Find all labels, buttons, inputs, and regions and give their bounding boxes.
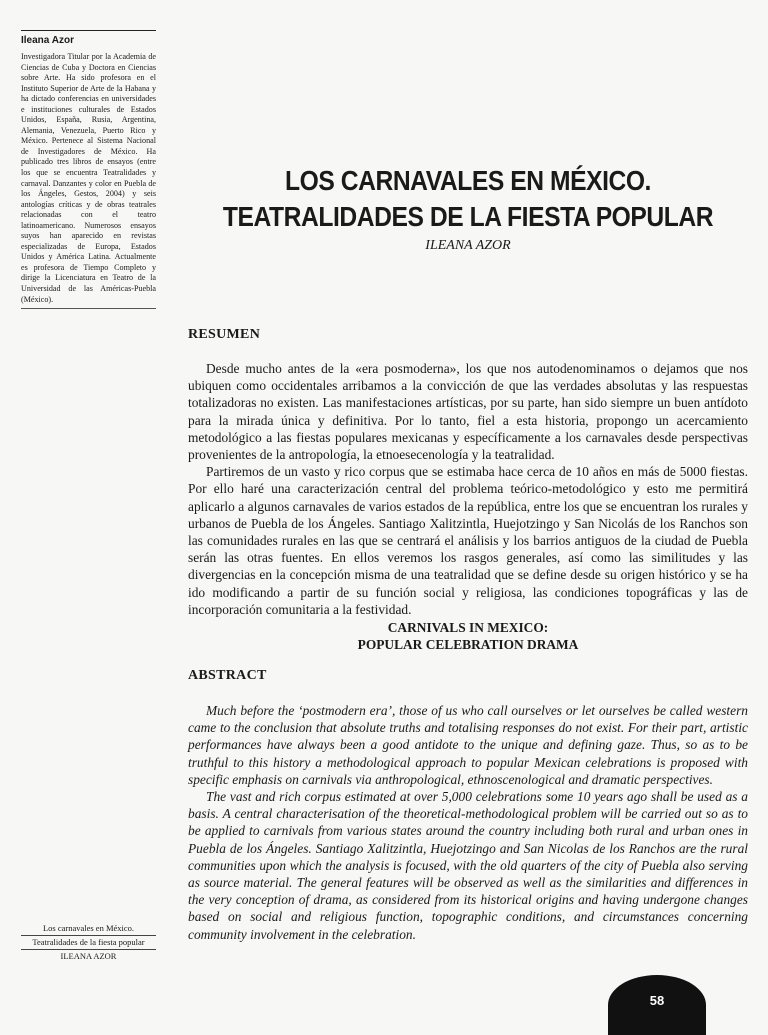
sidebar-author-name: Ileana Azor bbox=[21, 35, 74, 46]
resumen-body bbox=[188, 360, 748, 618]
resumen-paragraph-2: Partiremos de un vasto y rico corpus que se estimaba hace cerca de 10 años en más de 5000 fiestas. Por ello haré una caracterización central del problema teórico-metodológico y esto me permitirá aplicarlo a algunos carnavales de varios estados de la república, entre los que se encuentran los rurales y urbanos de Puebla de los Ángeles. Santiago Xalitzintla, Huejotzingo y San Nicolás de los Ranchos son las comunidades rurales en las que se centrará el análisis y los barrios antiguos de la ciudad de Puebla serán las otras fuentes. En ellos veremos los rasgos generales, así como las similitudes y las divergencias en la concepción misma de una teatralidad que se define desde su origen histórico y se ha ido modificando a partir de su función social y religiosa, las condiciones topográficas y las de incorporación comunitaria a la festividad. bbox=[188, 464, 748, 617]
english-title-line-2: POPULAR CELEBRATION DRAMA bbox=[357, 637, 579, 652]
author-bio: Investigadora Titular por la Academia de Ciencias de Cuba y Doctora en Ciencias sobre Arte. Ha sido profesora en el Instituto Superior de Arte de la Habana y ha dictado conferencias en universidades e instituciones culturales de Estados Unidos, España, Rusia, Argentina, Alemania, Venezuela, Puerto Rico y México. Pertenece al Sistema Nacional de Investigadores de México. Ha publicado tres libros de ensayos (entre los que se encuentra Teatralidades y carnaval. Danzantes y color en Puebla de los Ángeles, Gestos, 2004) y seis antologías críticas y de obras teatrales relacionadas con el teatro latinoamericano. Numerosos ensayos suyos han aparecido en revistas especializadas de Europa, Estados Unidos y América Latina. Actualmente es profesora de Tiempo Completo y dirige la Licenciatura en Teatro de la Universidad de las Américas-Puebla (México). bbox=[21, 52, 156, 304]
sidebar-bottom-rule bbox=[21, 308, 156, 309]
english-title-line-1: CARNIVALS IN MEXICO: bbox=[387, 620, 549, 635]
abstract-body bbox=[188, 702, 748, 943]
page-number: 58 bbox=[649, 993, 665, 1008]
article-title bbox=[222, 163, 715, 235]
resumen-heading: RESUMEN bbox=[188, 327, 261, 342]
abstract-paragraph-1: Much before the ‘postmodern era’, those of us who call ourselves or let ourselves be called western came to the conclusion that absolute truths and totalising responses do not exist. For their part, artistic performances have always been a good antidote to the unique and defining gaze. Thus, so as to be truthful to this history a methodological approach to popular Mexican celebrations is proposed with specific emphasis on carnivals via anthropological, ethnoscenological and dramatic perspectives. bbox=[188, 703, 748, 787]
footer-rule bbox=[21, 935, 156, 936]
author-sidebar bbox=[21, 30, 156, 309]
footer-article-title-line1: Los carnavales en México. bbox=[42, 923, 135, 933]
title-line-1: LOS CARNAVALES EN MÉXICO. bbox=[285, 165, 651, 196]
page-number-tab bbox=[608, 975, 706, 1035]
sidebar-top-rule bbox=[21, 30, 156, 31]
abstract-heading: ABSTRACT bbox=[188, 668, 267, 683]
footer-rule bbox=[21, 949, 156, 950]
title-line-2: TEATRALIDADES DE LA FIESTA POPULAR bbox=[222, 201, 714, 232]
abstract-paragraph-2: The vast and rich corpus estimated at over 5,000 celebrations some 10 years ago shall be used as a basis. A central characterisation of the theoretical-methodological problem will be carried out so as to be applied to carnivals from various states around the country including both rural and urban ones in Puebla de los Ángeles. Santiago Xalitzintla, Huejotzingo and San Nicolas de los Ranchos are the rural communities upon which the analysis is focused, with the old quarters of the city of Puebla also serving as source material. The general features will be observed as well as the similarities and differences in the very conception of drama, as considered from its historical origins and having undergone changes based on social and religious function, topographic conditions, and circumstances concerning community involvement in the celebration. bbox=[188, 789, 748, 942]
english-title bbox=[188, 619, 748, 653]
article-byline: ILEANA AZOR bbox=[425, 238, 511, 253]
footer-author: ILEANA AZOR bbox=[60, 951, 117, 961]
footer-article-title-line2: Teatralidades de la fiesta popular bbox=[32, 937, 145, 947]
resumen-paragraph-1: Desde mucho antes de la «era posmoderna», los que nos autodenominamos o dejamos que nos ubiquen como occidentales arribamos a la convicción de que las verdades absolutas y las respuestas totalizadoras no existen. Las manifestaciones artísticas, por su parte, han sido siempre un buen antídoto para la mirada única y definitiva. Por lo tanto, fiel a esta historia, propongo un acercamiento metodológico a las fiestas populares mexicanas y específicamente a los carnavales desde perspectivas provenientes de la antropología, la etnoesecenología y la teatralidad. bbox=[188, 361, 748, 463]
running-footer bbox=[21, 923, 156, 962]
